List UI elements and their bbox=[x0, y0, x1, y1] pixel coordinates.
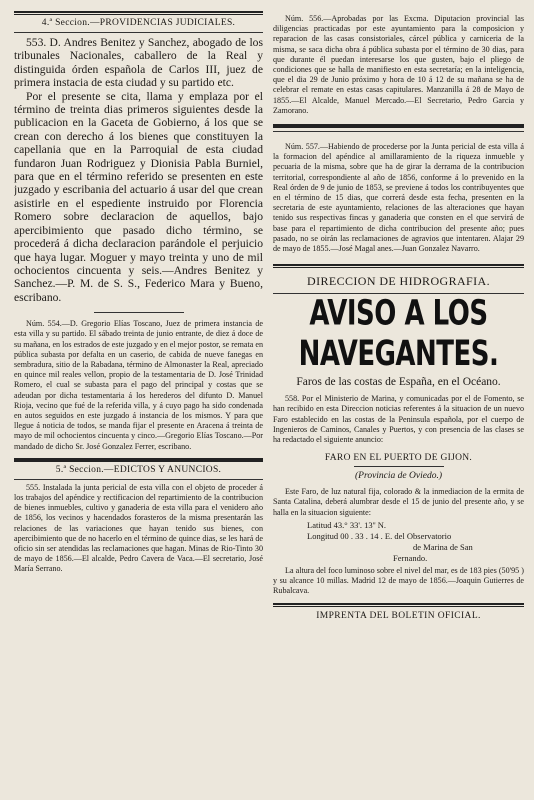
left-column bbox=[14, 8, 263, 800]
faro-description: Este Faro, de luz natural fija, colorado & la inmediacion de la ermita de Santa Catalina, deberá alumbrar desde el 15 de junio del presente año, y se halla en la situacion siguiente: bbox=[273, 487, 524, 517]
divider-double bbox=[273, 264, 524, 268]
section-rule bbox=[14, 479, 263, 480]
notice-555: 555. Instalada la junta pericial de esta villa con el objeto de proceder á los trabajos del apéndice y rectificacion del repartimiento de la contribucion de bienes inmuebles, cultivo y ganaderia de esta villa para el venidero año de 1856, los vecinos y hacendados forasteros de la misma presentarán las relaciones de las variaciones que hayan tenido sus bienes, con apercibimiento que de no hacerlo en el término de quince dias, se les hará de oficio sin ser atendidas las reclamaciones que hagan. Minas de Rio-Tinto 30 de mayo de 1856.—El alcalde, Pedro Cavera de Vaca.—El secretario, José María Serrano. bbox=[14, 482, 263, 574]
divider bbox=[94, 312, 184, 313]
section-rule bbox=[14, 32, 263, 33]
bottom-rule bbox=[273, 603, 524, 607]
aviso-navegantes-headline: AVISO A LOS NAVEGANTES. bbox=[298, 293, 499, 375]
faro-gijon-title: FARO EN EL PUERTO DE GIJON. bbox=[324, 453, 473, 464]
notice-558: 558. Por el Ministerio de Marina, y comunicadas por el de Fomento, se han recibido en esta Direccion noticias referentes á la situacion de un nuevo Faro establecido en las costas de la Peninsula española, por el cuerpo de Ingenieros de Caminos, Canales y Puertos, y con presencia de las clases se ha redactado el siguiente anuncio: bbox=[273, 394, 524, 445]
top-rule bbox=[14, 11, 263, 15]
faro-longitude-ref-2: Fernando. bbox=[393, 552, 428, 563]
section-4-heading: 4.ª Seccion.—PROVIDENCIAS JUDICIALES. bbox=[41, 18, 236, 28]
divider-thick bbox=[273, 124, 524, 128]
faros-subheading: Faros de las costas de España, en el Océano. bbox=[296, 376, 501, 389]
right-column bbox=[273, 8, 524, 800]
faro-longitude-ref: de Marina de San bbox=[413, 541, 473, 552]
notice-556: Núm. 556.—Aprobadas por las Excma. Diputacion provincial las diligencias practicadas por este ayuntamiento para la composicion y reparacion de las casas consistoriales, cárcel pública y carniceria de la misma, se saca dicha obra á pública subasta por el término de 30 dias, para que durante él puedan interesarse los que gusten, bajo el pliego de condiciones que se halla de manifiesto en esta secretaría; en la inteligencia, que el dia 29 de Junio próximo y hora de 10 á 12 de su mañana se ha de celebrar el remate en estas casas capitulares. Manzanilla á 28 de Mayo de 1855.—El Alcalde, Manuel Mercado.—El Secretario, Pedro Garcia y Zamorano. bbox=[273, 14, 524, 115]
divider bbox=[354, 466, 444, 467]
notice-557: Núm. 557.—Habiendo de procederse por la Junta pericial de esta villa á la formacion del apéndice al amillaramiento de la riqueza inmueble y pecuaria de la misma, sobre que ha de girar la derrama de la contribucion territorial, correspondiente al año de 1856, conforme á lo prevenido en la Real órden de 9 de junio de 1853, se previene á todos los contribuyentes que en el término de 15 dias, que correrá desde esta fecha, presenten en la secretaria de este ayuntamiento, relaciones de las alteraciones que hayan tenido sus respectivas fincas y ganaderia que consten en el que servirá de base para el repartimiento de dicha contribucion del presente año; pues pasado, no se oirán las reclamaciones de agravios que intentaren. Alajar 29 de mayo de 1855.—José Magal anes.—Juan Gonzalez Navarro. bbox=[273, 142, 524, 254]
section-rule-thick bbox=[14, 458, 263, 462]
notice-554: Núm. 554.—D. Gregorio Elías Toscano, Juez de primera instancia de esta villa y su partido. El sábado treinta de junio entrante, de diez á doce de su mañana, en los estrados de este juzgado y en el mejor postor, se remata en pública subasta por defalta en un caserio, de cabida de nueve fanegas en sembradura, sitio de la Rabadana, término de Almonaster la Real, apreciado en quince mil reales vellon, propio de la testamentaria de D. José Trinidad Romero, el cual se subasta para el pago del principal y costas que se adeudan por dicha testamentaria á los herederos del difunto D. Manuel Rioja, vecino que fué de la referida villa, y á cuyo pago ha sido condenada en autos seguidos en este juzgado á instancia de los mismos. Y para que llegue á noticia de todos, se manda fijar el presente en Aracena á treinta de mayo de mil ochocientos cincuenta y cinco.—Gregorio Elías Toscano.—Por mandado de dicho Sr. José Gonzalez Ferrer, escribano. bbox=[14, 319, 263, 451]
faro-province: (Provincia de Oviedo.) bbox=[355, 471, 442, 482]
section-5-heading: 5.ª Seccion.—EDICTOS Y ANUNCIOS. bbox=[55, 464, 222, 475]
divider-thin bbox=[273, 131, 524, 132]
direccion-hidrografia-heading: DIRECCION DE HIDROGRAFIA. bbox=[307, 274, 490, 289]
notice-553-body: Por el presente se cita, llama y emplaza por el término de treinta dias primeros siguientes desde la publicacion en la Gaceta de Gobierno, á los que se crean con derecho á los bienes que constituyen la capellania que en la Parroquial de esta ciudad fundaron Juan Rodriguez y Dionisia Pabla Burniel, para que en el término referido se presenten en este juzgado y escribania del actuario á usar del que crean asistirle en el espediente instruido por Florencia Romero sobre declaracion de aquellos, bajo apercibimiento que pasado dicho término, se procederá á dicha declaracion parándole el perjuicio que haya lugar. Moguer y mayo treinta y uno de mil ochocientos cincuenta y seis.—Andres Benitez y Sanchez.—P. M. de S. S., Federico Mara y Bueno, escribano. bbox=[14, 89, 263, 304]
faro-latitude: Latitud 43.° 33'. 13'' N. bbox=[307, 519, 387, 530]
imprenta-footer: IMPRENTA DEL BOLETIN OFICIAL. bbox=[316, 610, 481, 621]
faro-height: La altura del foco luminoso sobre el nivel del mar, es de 183 pies (50'95 ) y su alcance 10 millas. Madrid 12 de mayo de 1856.—Joaquin Gutierres de Rubalcava. bbox=[273, 565, 524, 596]
faro-longitude: Longitud 00 . 33 . 14 . E. del Observatorio bbox=[307, 530, 452, 541]
notice-553-intro: 553. D. Andres Benitez y Sanchez, abogado de los tribunales Nacionales, caballero de la Real y distinguida órden española de Carlos III, juez de primera instacia de esta ciudad y su partido etc. bbox=[14, 36, 263, 90]
